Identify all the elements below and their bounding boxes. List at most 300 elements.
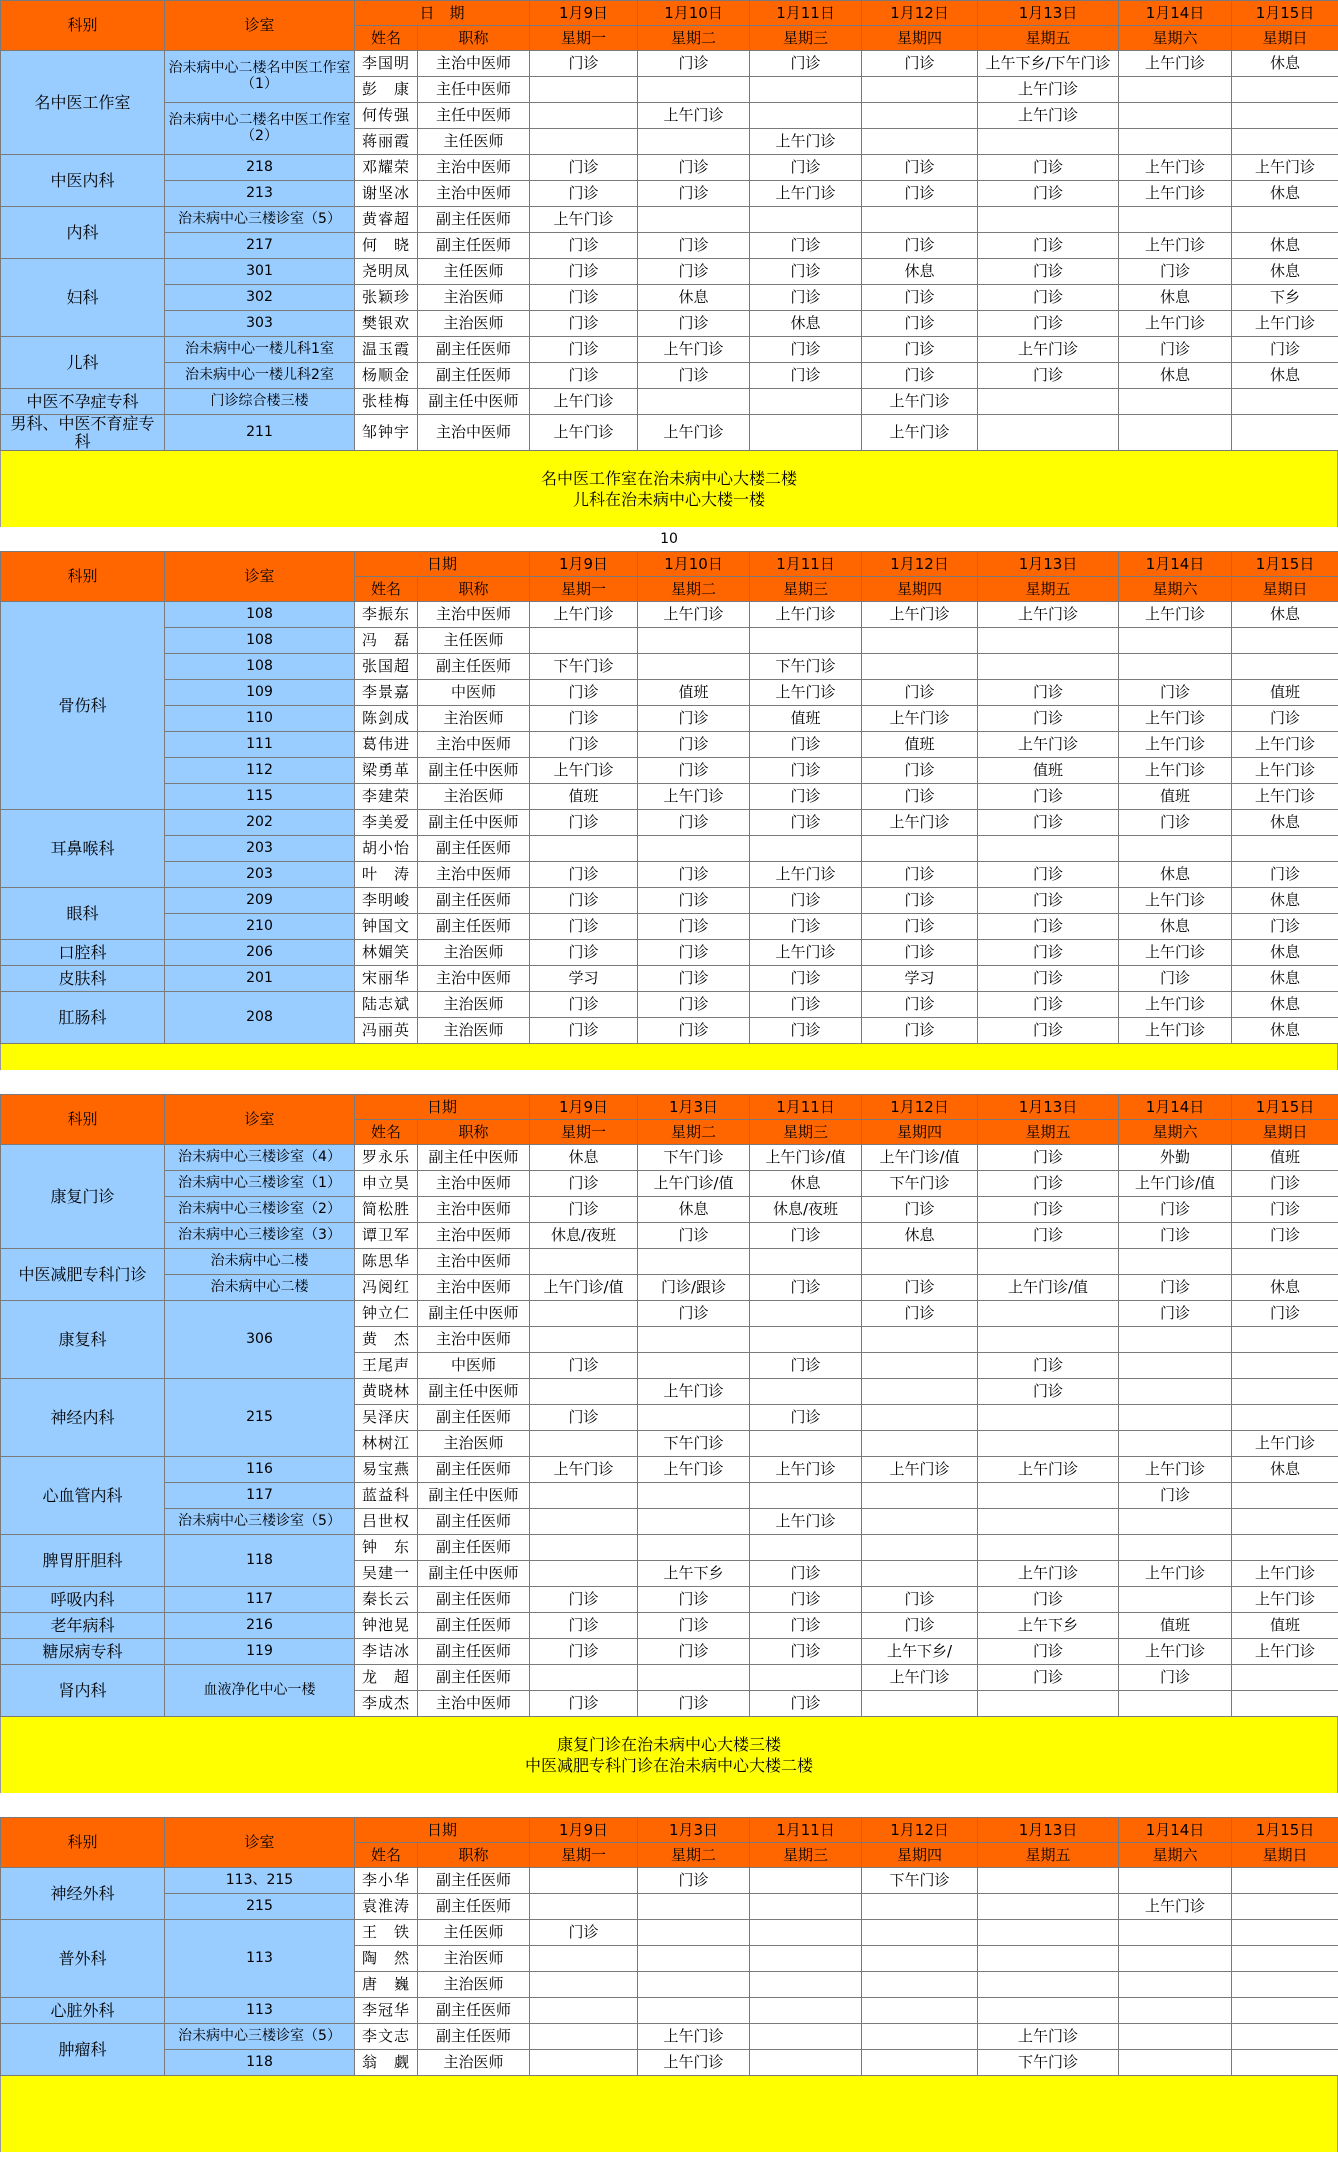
- schedule-row: [1, 1998, 1338, 2024]
- schedule-cell: 门诊: [1119, 1301, 1232, 1327]
- schedule-cell: 休息: [750, 311, 862, 337]
- schedule-cell: [1232, 1946, 1338, 1972]
- col-header-room: 诊室: [165, 1818, 355, 1868]
- schedule-cell: [862, 1561, 978, 1587]
- schedule-cell: [862, 1483, 978, 1509]
- col-header-weekday: 星期日: [1232, 26, 1338, 51]
- col-header-dept: 科别: [1, 1, 165, 51]
- schedule-cell: 门诊: [862, 181, 978, 207]
- col-header-date: 1月9日: [530, 1, 638, 26]
- schedule-cell: 门诊: [638, 155, 750, 181]
- schedule-cell: [978, 1691, 1119, 1717]
- schedule-cell: [1232, 77, 1338, 103]
- schedule-cell: 门诊: [530, 940, 638, 966]
- schedule-cell: 门诊: [750, 888, 862, 914]
- doctor-name-cell: 谢坚冰: [355, 181, 418, 207]
- page-number: 10: [660, 531, 678, 548]
- doctor-name-cell: 彭 康: [355, 77, 418, 103]
- schedule-cell: 门诊: [530, 862, 638, 888]
- schedule-cell: 门诊: [1232, 1171, 1338, 1197]
- doctor-title-cell: 主治中医师: [418, 181, 530, 207]
- schedule-row: [1, 992, 1338, 1018]
- schedule-cell: 门诊: [530, 1920, 638, 1946]
- doctor-title-cell: 主治医师: [418, 1946, 530, 1972]
- col-header-weekday: 星期一: [530, 1843, 638, 1868]
- doctor-title-cell: 副主任医师: [418, 914, 530, 940]
- schedule-cell: 上午门诊: [750, 1457, 862, 1483]
- schedule-cell: 门诊: [978, 940, 1119, 966]
- schedule-cell: 门诊: [750, 233, 862, 259]
- schedule-cell: 上午门诊: [1119, 758, 1232, 784]
- schedule-cell: 门诊: [978, 784, 1119, 810]
- schedule-cell: 上午门诊: [638, 415, 750, 451]
- schedule-row: [1, 654, 1338, 680]
- room-cell: 108: [165, 654, 355, 680]
- doctor-name-cell: 袁淮涛: [355, 1894, 418, 1920]
- doctor-name-cell: 翁 觑: [355, 2050, 418, 2076]
- schedule-cell: [978, 129, 1119, 155]
- schedule-cell: [530, 1946, 638, 1972]
- doctor-name-cell: 李美爱: [355, 810, 418, 836]
- schedule-cell: [638, 1535, 750, 1561]
- schedule-cell: 学习: [530, 966, 638, 992]
- schedule-cell: [750, 1249, 862, 1275]
- schedule-row: [1, 602, 1338, 628]
- schedule-cell: [530, 129, 638, 155]
- schedule-cell: 值班: [1119, 1613, 1232, 1639]
- room-cell: 115: [165, 784, 355, 810]
- room-cell: 113: [165, 1998, 355, 2024]
- schedule-cell: 下午门诊: [638, 1145, 750, 1171]
- schedule-cell: 门诊: [638, 1301, 750, 1327]
- schedule-cell: 门诊: [978, 862, 1119, 888]
- schedule-cell: 上午门诊: [862, 389, 978, 415]
- doctor-title-cell: 副主任中医师: [418, 1379, 530, 1405]
- schedule-cell: 门诊: [530, 51, 638, 77]
- col-header-date: 1月15日: [1232, 1818, 1338, 1843]
- room-cell: 118: [165, 2050, 355, 2076]
- schedule-cell: 门诊: [750, 1691, 862, 1717]
- schedule-cell: [750, 1535, 862, 1561]
- schedule-cell: 门诊: [750, 992, 862, 1018]
- schedule-cell: 上午门诊: [978, 337, 1119, 363]
- schedule-cell: 下午门诊: [862, 1171, 978, 1197]
- doctor-name-cell: 李明峻: [355, 888, 418, 914]
- department-cell: 皮肤科: [1, 966, 165, 992]
- schedule-cell: [1119, 129, 1232, 155]
- schedule-cell: 门诊: [750, 337, 862, 363]
- schedule-cell: 门诊: [750, 155, 862, 181]
- doctor-name-cell: 黄 杰: [355, 1327, 418, 1353]
- schedule-cell: [1232, 389, 1338, 415]
- schedule-cell: 上午门诊: [1119, 888, 1232, 914]
- schedule-row: [1, 758, 1338, 784]
- department-cell: 心脏外科: [1, 1998, 165, 2024]
- schedule-cell: [530, 1868, 638, 1894]
- doctor-name-cell: 李建荣: [355, 784, 418, 810]
- schedule-row: [1, 1639, 1338, 1665]
- schedule-row: [1, 363, 1338, 389]
- doctor-title-cell: 副主任医师: [418, 836, 530, 862]
- schedule-cell: 门诊: [862, 914, 978, 940]
- schedule-cell: [638, 1920, 750, 1946]
- schedule-cell: [1232, 1691, 1338, 1717]
- schedule-cell: [1232, 1868, 1338, 1894]
- schedule-cell: 上午门诊: [1232, 784, 1338, 810]
- col-header-title: 职称: [418, 1843, 530, 1868]
- department-cell: 神经内科: [1, 1379, 165, 1457]
- room-cell: 303: [165, 311, 355, 337]
- schedule-cell: [1232, 1665, 1338, 1691]
- room-cell: 治未病中心二楼: [165, 1275, 355, 1301]
- doctor-name-cell: 林媚笑: [355, 940, 418, 966]
- schedule-cell: [530, 1894, 638, 1920]
- department-cell: 中医内科: [1, 155, 165, 207]
- doctor-title-cell: 副主任医师: [418, 1613, 530, 1639]
- schedule-cell: [862, 1327, 978, 1353]
- room-cell: 218: [165, 155, 355, 181]
- department-cell: 耳鼻喉科: [1, 810, 165, 888]
- room-cell: 215: [165, 1894, 355, 1920]
- schedule-cell: 上午下乡/下午门诊: [978, 51, 1119, 77]
- schedule-cell: 门诊: [750, 1018, 862, 1044]
- col-header-name: 姓名: [355, 26, 418, 51]
- doctor-title-cell: 副主任中医师: [418, 1301, 530, 1327]
- schedule-cell: 上午门诊: [1119, 51, 1232, 77]
- schedule-cell: 门诊: [1232, 862, 1338, 888]
- schedule-cell: 休息: [862, 1223, 978, 1249]
- note-banner: [0, 2076, 1338, 2152]
- schedule-cell: 门诊: [530, 732, 638, 758]
- schedule-cell: 门诊: [1232, 1197, 1338, 1223]
- schedule-cell: [1119, 1249, 1232, 1275]
- schedule-cell: [978, 1894, 1119, 1920]
- schedule-cell: 门诊: [862, 992, 978, 1018]
- schedule-cell: [1232, 129, 1338, 155]
- schedule-cell: 上午门诊: [862, 1665, 978, 1691]
- schedule-cell: 上午门诊: [978, 77, 1119, 103]
- room-cell: 117: [165, 1483, 355, 1509]
- schedule-cell: [530, 2024, 638, 2050]
- schedule-cell: [530, 836, 638, 862]
- col-header-title: 职称: [418, 1120, 530, 1145]
- schedule-cell: 门诊: [862, 940, 978, 966]
- doctor-title-cell: 主治中医师: [418, 1197, 530, 1223]
- schedule-cell: 门诊: [1232, 337, 1338, 363]
- schedule-cell: 休息: [1232, 363, 1338, 389]
- doctor-name-cell: 李小华: [355, 1868, 418, 1894]
- schedule-cell: [530, 1249, 638, 1275]
- schedule-cell: 门诊: [638, 862, 750, 888]
- doctor-name-cell: 李成杰: [355, 1691, 418, 1717]
- col-header-weekday: 星期四: [862, 1843, 978, 1868]
- schedule-row: [1, 1868, 1338, 1894]
- doctor-name-cell: 胡小怡: [355, 836, 418, 862]
- schedule-cell: [530, 1483, 638, 1509]
- room-cell: 116: [165, 1457, 355, 1483]
- schedule-cell: 门诊: [978, 1018, 1119, 1044]
- room-cell: 217: [165, 233, 355, 259]
- doctor-title-cell: 主治医师: [418, 311, 530, 337]
- schedule-cell: 下乡: [1232, 285, 1338, 311]
- schedule-cell: 门诊/跟诊: [638, 1275, 750, 1301]
- schedule-cell: 门诊: [1232, 914, 1338, 940]
- schedule-cell: 门诊: [862, 784, 978, 810]
- col-header-date: 1月9日: [530, 1095, 638, 1120]
- room-cell: 治未病中心一楼儿科2室: [165, 363, 355, 389]
- col-header-weekday: 星期一: [530, 1120, 638, 1145]
- schedule-cell: 休息: [862, 259, 978, 285]
- doctor-name-cell: 吴建一: [355, 1561, 418, 1587]
- doctor-name-cell: 林树江: [355, 1431, 418, 1457]
- department-cell: 眼科: [1, 888, 165, 940]
- room-cell: 治未病中心三楼诊室（1）: [165, 1171, 355, 1197]
- schedule-cell: 门诊: [750, 1275, 862, 1301]
- note-line: 康复门诊在治未病中心大楼三楼: [556, 1734, 781, 1754]
- schedule-cell: [1119, 1920, 1232, 1946]
- schedule-row: [1, 1665, 1338, 1691]
- col-header-dept: 科别: [1, 1818, 165, 1868]
- schedule-cell: 休息: [1232, 992, 1338, 1018]
- schedule-cell: [750, 1920, 862, 1946]
- room-cell: 治未病中心二楼: [165, 1249, 355, 1275]
- doctor-name-cell: 梁勇革: [355, 758, 418, 784]
- schedule-cell: 上午门诊: [1119, 1457, 1232, 1483]
- schedule-row: [1, 1301, 1338, 1327]
- schedule-cell: 门诊: [530, 1691, 638, 1717]
- schedule-cell: [750, 1998, 862, 2024]
- schedule-cell: 学习: [862, 966, 978, 992]
- schedule-table: [0, 1817, 1338, 2076]
- schedule-cell: [638, 1327, 750, 1353]
- schedule-cell: [530, 1431, 638, 1457]
- schedule-cell: 门诊: [530, 1639, 638, 1665]
- schedule-cell: [862, 1972, 978, 1998]
- doctor-name-cell: 申立昊: [355, 1171, 418, 1197]
- schedule-cell: [862, 1920, 978, 1946]
- doctor-title-cell: 副主任医师: [418, 1665, 530, 1691]
- room-cell: 203: [165, 836, 355, 862]
- department-cell: 男科、中医不育症专科: [1, 415, 165, 451]
- schedule-cell: [862, 628, 978, 654]
- schedule-cell: 门诊: [978, 311, 1119, 337]
- room-cell: 治未病中心三楼诊室（4）: [165, 1145, 355, 1171]
- room-cell: 215: [165, 1379, 355, 1457]
- doctor-title-cell: 主治中医师: [418, 1691, 530, 1717]
- doctor-name-cell: 杨顺金: [355, 363, 418, 389]
- schedule-cell: 门诊: [750, 1405, 862, 1431]
- room-cell: 117: [165, 1587, 355, 1613]
- room-cell: 208: [165, 992, 355, 1044]
- department-cell: 肛肠科: [1, 992, 165, 1044]
- room-cell: 202: [165, 810, 355, 836]
- schedule-cell: [750, 628, 862, 654]
- schedule-row: [1, 259, 1338, 285]
- schedule-cell: 门诊: [862, 1587, 978, 1613]
- schedule-cell: 门诊: [1119, 337, 1232, 363]
- room-cell: 119: [165, 1639, 355, 1665]
- schedule-cell: [1119, 1431, 1232, 1457]
- col-header-date: 1月11日: [750, 1, 862, 26]
- schedule-cell: [750, 1868, 862, 1894]
- schedule-cell: 休息: [1119, 914, 1232, 940]
- col-header-date-label: 日期: [355, 1095, 530, 1120]
- schedule-row: [1, 888, 1338, 914]
- col-header-weekday: 星期二: [638, 577, 750, 602]
- schedule-cell: 门诊: [530, 181, 638, 207]
- room-cell: 301: [165, 259, 355, 285]
- schedule-cell: [978, 1509, 1119, 1535]
- schedule-cell: 门诊: [750, 363, 862, 389]
- schedule-cell: 门诊: [978, 259, 1119, 285]
- schedule-cell: [1119, 77, 1232, 103]
- room-cell: 治未病中心一楼儿科1室: [165, 337, 355, 363]
- schedule-cell: [1232, 628, 1338, 654]
- col-header-date: 1月14日: [1119, 1818, 1232, 1843]
- col-header-name: 姓名: [355, 577, 418, 602]
- schedule-cell: 休息: [750, 1171, 862, 1197]
- schedule-cell: 门诊: [638, 181, 750, 207]
- schedule-cell: [1119, 1535, 1232, 1561]
- schedule-cell: [530, 1509, 638, 1535]
- doctor-name-cell: 陈剑成: [355, 706, 418, 732]
- schedule-cell: 门诊: [1119, 1223, 1232, 1249]
- room-cell: 109: [165, 680, 355, 706]
- room-cell: 治未病中心三楼诊室（5）: [165, 207, 355, 233]
- schedule-cell: 门诊: [750, 914, 862, 940]
- schedule-cell: 上午门诊: [978, 103, 1119, 129]
- col-header-room: 诊室: [165, 1, 355, 51]
- schedule-cell: [638, 1483, 750, 1509]
- schedule-cell: 上午门诊: [530, 389, 638, 415]
- note-line: 名中医工作室在治未病中心大楼二楼: [540, 468, 797, 488]
- col-header-dept: 科别: [1, 1095, 165, 1145]
- schedule-cell: [638, 77, 750, 103]
- schedule-cell: [530, 1301, 638, 1327]
- schedule-cell: [862, 2050, 978, 2076]
- schedule-cell: [750, 77, 862, 103]
- schedule-cell: 门诊: [638, 914, 750, 940]
- schedule-cell: 上午门诊: [862, 1457, 978, 1483]
- schedule-cell: 上午门诊: [1232, 311, 1338, 337]
- schedule-cell: [1119, 1587, 1232, 1613]
- department-cell: 中医不孕症专科: [1, 389, 165, 415]
- schedule-cell: [862, 1998, 978, 2024]
- col-header-weekday: 星期六: [1119, 1843, 1232, 1868]
- doctor-title-cell: 主治医师: [418, 1018, 530, 1044]
- schedule-cell: [1232, 103, 1338, 129]
- schedule-cell: 上午门诊: [1119, 181, 1232, 207]
- doctor-title-cell: 副主任医师: [418, 888, 530, 914]
- schedule-cell: 上午门诊: [1119, 233, 1232, 259]
- department-cell: 肿瘤科: [1, 2024, 165, 2076]
- col-header-date: 1月13日: [978, 1, 1119, 26]
- schedule-cell: 门诊: [750, 810, 862, 836]
- schedule-cell: 门诊: [862, 233, 978, 259]
- schedule-cell: 上午门诊: [638, 2024, 750, 2050]
- schedule-cell: 休息: [1232, 259, 1338, 285]
- col-header-date: 1月13日: [978, 1095, 1119, 1120]
- schedule-cell: 休息: [1119, 862, 1232, 888]
- schedule-cell: 上午门诊: [750, 680, 862, 706]
- schedule-cell: [1232, 415, 1338, 451]
- schedule-cell: 休息: [1232, 181, 1338, 207]
- section-gap: [0, 1793, 1338, 1817]
- doctor-name-cell: 唐 巍: [355, 1972, 418, 1998]
- schedule-cell: [530, 1561, 638, 1587]
- room-cell: 209: [165, 888, 355, 914]
- schedule-cell: 上午下乡: [978, 1613, 1119, 1639]
- schedule-cell: [978, 415, 1119, 451]
- schedule-row: [1, 233, 1338, 259]
- doctor-title-cell: 主任中医师: [418, 103, 530, 129]
- schedule-cell: 值班: [1232, 1613, 1338, 1639]
- schedule-cell: 休息: [1232, 1018, 1338, 1044]
- schedule-cell: 休息: [1232, 1275, 1338, 1301]
- doctor-title-cell: 主治医师: [418, 285, 530, 311]
- schedule-cell: 值班: [638, 680, 750, 706]
- col-header-weekday: 星期三: [750, 1120, 862, 1145]
- col-header-date: 1月14日: [1119, 1095, 1232, 1120]
- schedule-cell: 下午门诊: [638, 1431, 750, 1457]
- doctor-title-cell: 副主任医师: [418, 207, 530, 233]
- schedule-cell: [862, 1894, 978, 1920]
- room-cell: 治未病中心三楼诊室（2）: [165, 1197, 355, 1223]
- note-line: 中医减肥专科门诊在治未病中心大楼二楼: [524, 1756, 813, 1776]
- schedule-cell: 上午门诊: [1119, 1561, 1232, 1587]
- schedule-cell: [1232, 836, 1338, 862]
- doctor-title-cell: 主治中医师: [418, 1275, 530, 1301]
- schedule-cell: [862, 1946, 978, 1972]
- schedule-cell: 上午门诊: [1232, 732, 1338, 758]
- doctor-name-cell: 张颖珍: [355, 285, 418, 311]
- col-header-room: 诊室: [165, 1095, 355, 1145]
- schedule-row: [1, 1920, 1338, 1946]
- schedule-cell: 上午门诊: [638, 2050, 750, 2076]
- doctor-name-cell: 钟池晃: [355, 1613, 418, 1639]
- schedule-cell: [750, 2024, 862, 2050]
- doctor-name-cell: 罗永乐: [355, 1145, 418, 1171]
- doctor-title-cell: 主治中医师: [418, 1223, 530, 1249]
- col-header-title: 职称: [418, 26, 530, 51]
- doctor-name-cell: 陆志斌: [355, 992, 418, 1018]
- schedule-cell: 上午门诊: [750, 862, 862, 888]
- department-cell: 骨伤科: [1, 602, 165, 810]
- schedule-cell: 休息: [1232, 810, 1338, 836]
- schedule-cell: 门诊: [862, 155, 978, 181]
- schedule-cell: [862, 1509, 978, 1535]
- schedule-cell: 下午门诊: [978, 2050, 1119, 2076]
- doctor-title-cell: 副主任医师: [418, 337, 530, 363]
- schedule-cell: 门诊: [750, 758, 862, 784]
- room-cell: 201: [165, 966, 355, 992]
- schedule-cell: [530, 628, 638, 654]
- schedule-cell: 门诊: [638, 259, 750, 285]
- schedule-table: [0, 1094, 1338, 1717]
- room-cell: 111: [165, 732, 355, 758]
- schedule-cell: 值班: [1232, 1145, 1338, 1171]
- schedule-cell: [1232, 1535, 1338, 1561]
- doctor-name-cell: 龙 超: [355, 1665, 418, 1691]
- schedule-cell: 上午门诊: [638, 103, 750, 129]
- schedule-cell: 上午门诊: [978, 732, 1119, 758]
- schedule-cell: 门诊: [530, 259, 638, 285]
- doctor-title-cell: 主任医师: [418, 259, 530, 285]
- col-header-date: 1月15日: [1232, 1, 1338, 26]
- col-header-weekday: 星期日: [1232, 577, 1338, 602]
- schedule-cell: [1232, 2050, 1338, 2076]
- col-header-weekday: 星期五: [978, 577, 1119, 602]
